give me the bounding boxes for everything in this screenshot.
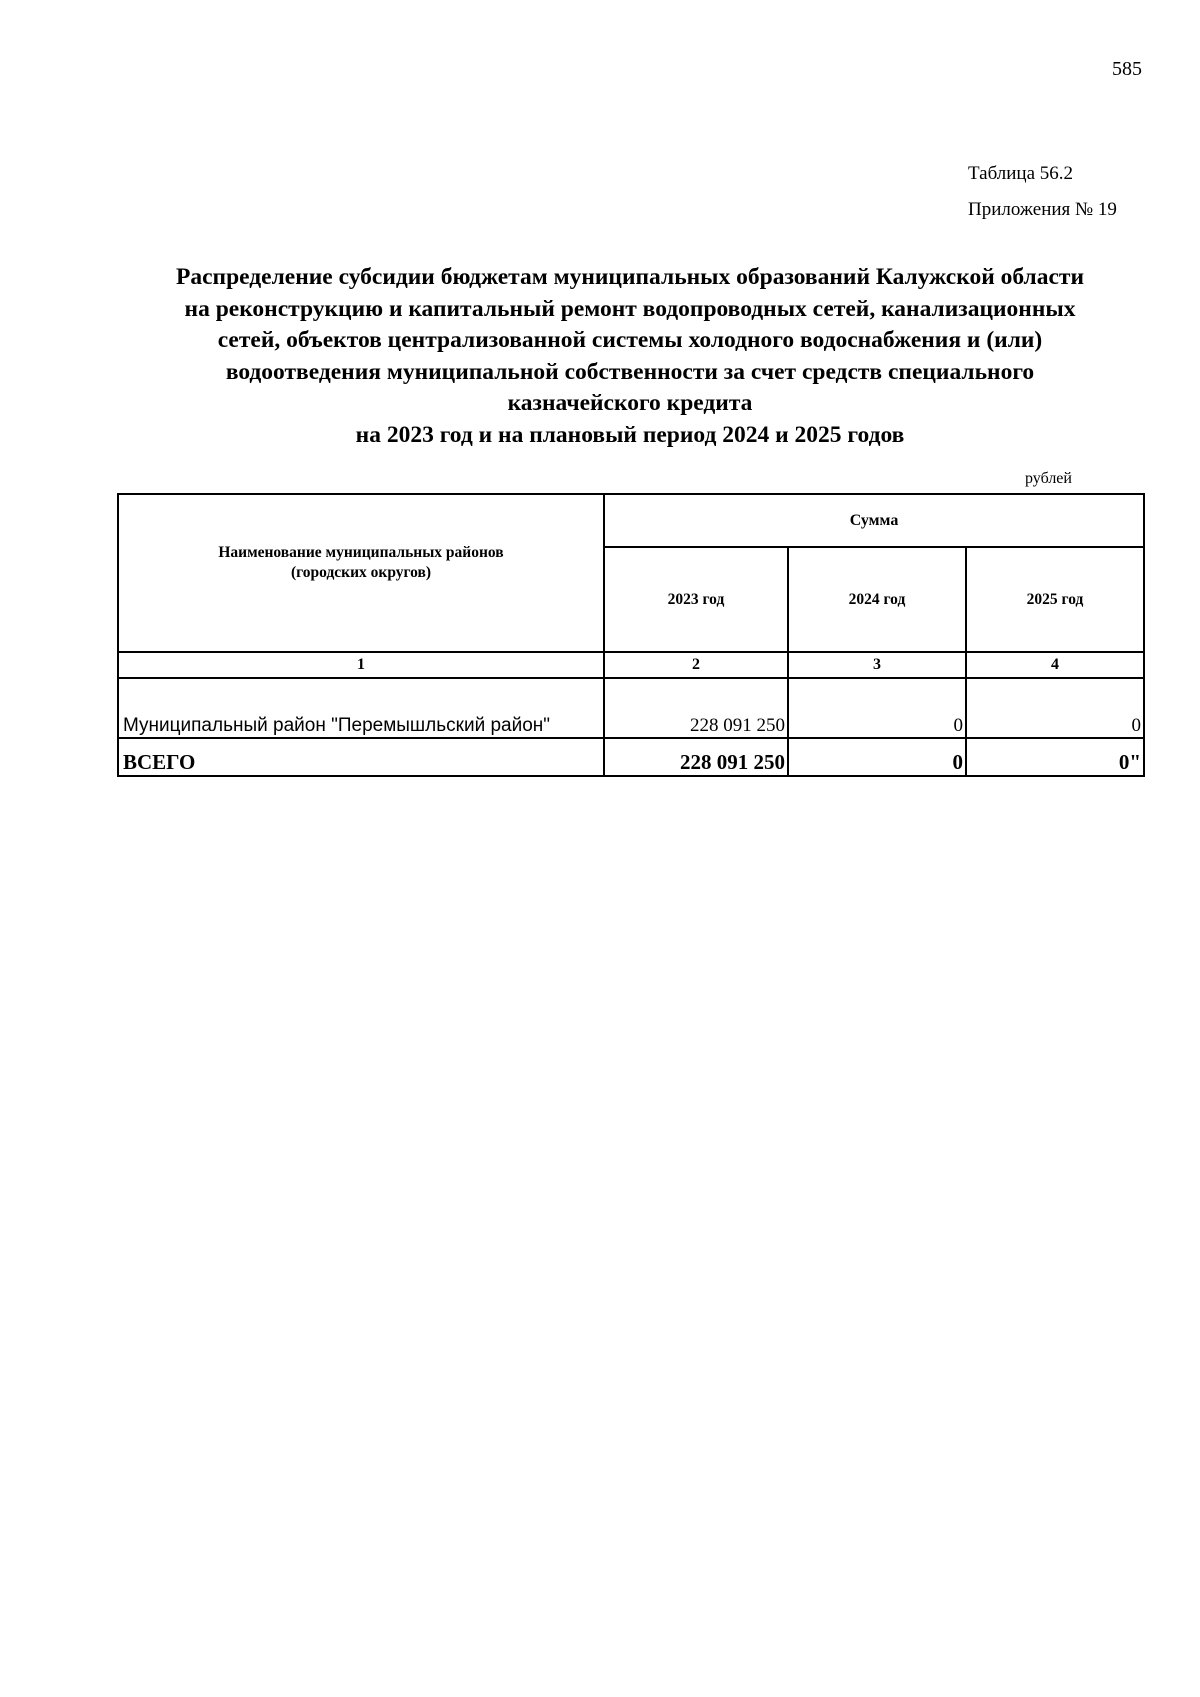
header-municipality <box>118 494 604 652</box>
title-line: водоотведения муниципальной собственности за счет средств специального <box>225 358 1035 385</box>
table-number: Таблица 56.2 <box>968 163 1074 184</box>
column-number-row <box>118 652 1144 678</box>
table-header-row <box>118 494 1144 547</box>
document-title <box>100 262 1160 452</box>
header-municipality-line2: (городских округов) <box>290 564 432 581</box>
value-2023: 228 091 250 <box>604 678 788 738</box>
header-sum: Сумма <box>604 494 1144 547</box>
table-reference <box>968 156 1117 228</box>
total-2023: 228 091 250 <box>604 738 788 776</box>
total-2024: 0 <box>788 738 966 776</box>
header-year-2023: 2023 год <box>604 547 788 652</box>
header-municipality-line1: Наименование муниципальных районов <box>218 544 504 561</box>
total-label: ВСЕГО <box>118 738 604 776</box>
header-year-2024: 2024 год <box>788 547 966 652</box>
value-2024: 0 <box>788 678 966 738</box>
column-number: 3 <box>788 652 966 678</box>
title-line: казначейского кредита <box>507 390 753 417</box>
title-line: на 2023 год и на плановый период 2024 и 2025 годов <box>355 421 905 448</box>
unit-label: рублей <box>1025 470 1072 487</box>
title-line: на реконструкцию и капитальный ремонт водопроводных сетей, канализационных <box>184 295 1076 322</box>
table-row <box>118 678 1144 738</box>
column-number: 2 <box>604 652 788 678</box>
total-row <box>118 738 1144 776</box>
column-number: 1 <box>118 652 604 678</box>
page-number: 585 <box>1112 58 1142 80</box>
column-number: 4 <box>966 652 1144 678</box>
total-2025: 0" <box>966 738 1144 776</box>
appendix-number: Приложения № 19 <box>968 199 1117 220</box>
value-2025: 0 <box>966 678 1144 738</box>
header-year-2025: 2025 год <box>966 547 1144 652</box>
title-line: Распределение субсидии бюджетам муниципальных образований Калужской области <box>176 264 1084 290</box>
subsidy-table <box>117 493 1145 777</box>
municipality-name: Муниципальный район "Перемышльский район" <box>118 678 604 738</box>
title-line: сетей, объектов централизованной системы холодного водоснабжения и (или) <box>217 327 1043 354</box>
